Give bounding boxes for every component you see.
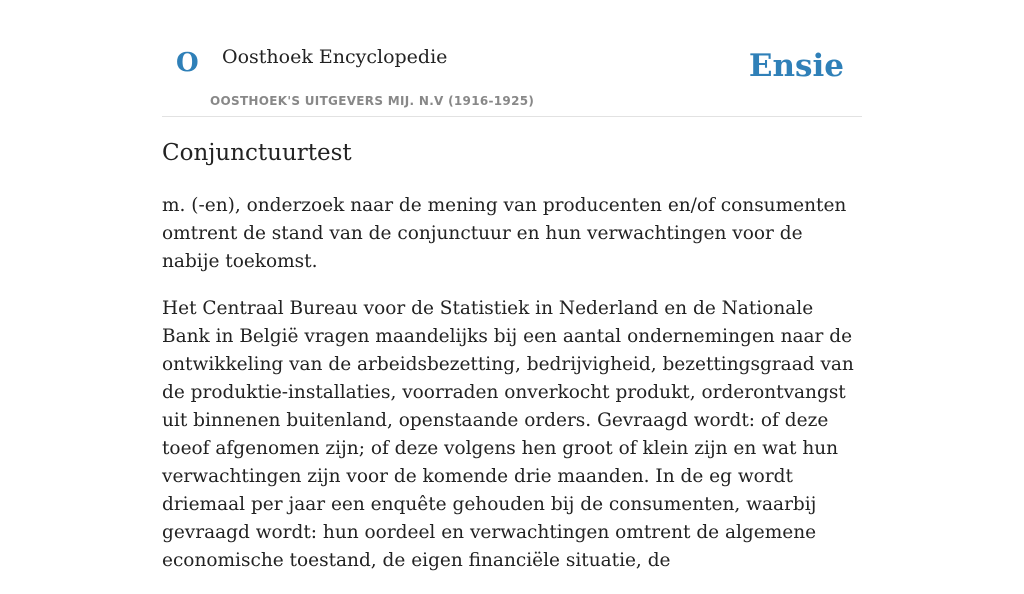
source-logo-icon[interactable]: O: [176, 48, 199, 78]
source-title-link[interactable]: Oosthoek Encyclopedie: [222, 46, 448, 68]
entry-body: [162, 192, 862, 594]
entry-paragraph: Het Centraal Bureau voor de Statistiek in Nederland en de Nationale Bank in België vragen maandelijks bij een aantal ondernemingen naar de ontwikkeling van de arbeidsbezetting, bedrijvigheid, bezettingsgraad van de produktie-installaties, voorraden onverkocht produkt, orderontvangst uit binnenen buitenland, openstaande orders. Gevraagd wordt: of deze toeof afgenomen zijn; of deze volgens hen groot of klein zijn en wat hun verwachtingen zijn voor de komende drie maanden. In de eg wordt driemaal per jaar een enquête gehouden bij de consumenten, waarbij gevraagd wordt: hun oordeel en verwachtingen omtrent de algemene economische toestand, de eigen financiële situatie, de: [162, 298, 854, 571]
page: [162, 0, 862, 571]
entry-title: Conjunctuurtest: [162, 140, 352, 166]
entry-paragraph: m. (-en), onderzoek naar de mening van producenten en/of consumenten omtrent de stand van de conjunctuur en hun verwachtingen voor de nabije toekomst.: [162, 195, 847, 272]
brand-logo-link[interactable]: Ensie: [748, 48, 844, 84]
source-publisher: OOSTHOEK'S UITGEVERS MIJ. N.V (1916-1925): [210, 94, 535, 108]
source-header: [162, 0, 862, 117]
